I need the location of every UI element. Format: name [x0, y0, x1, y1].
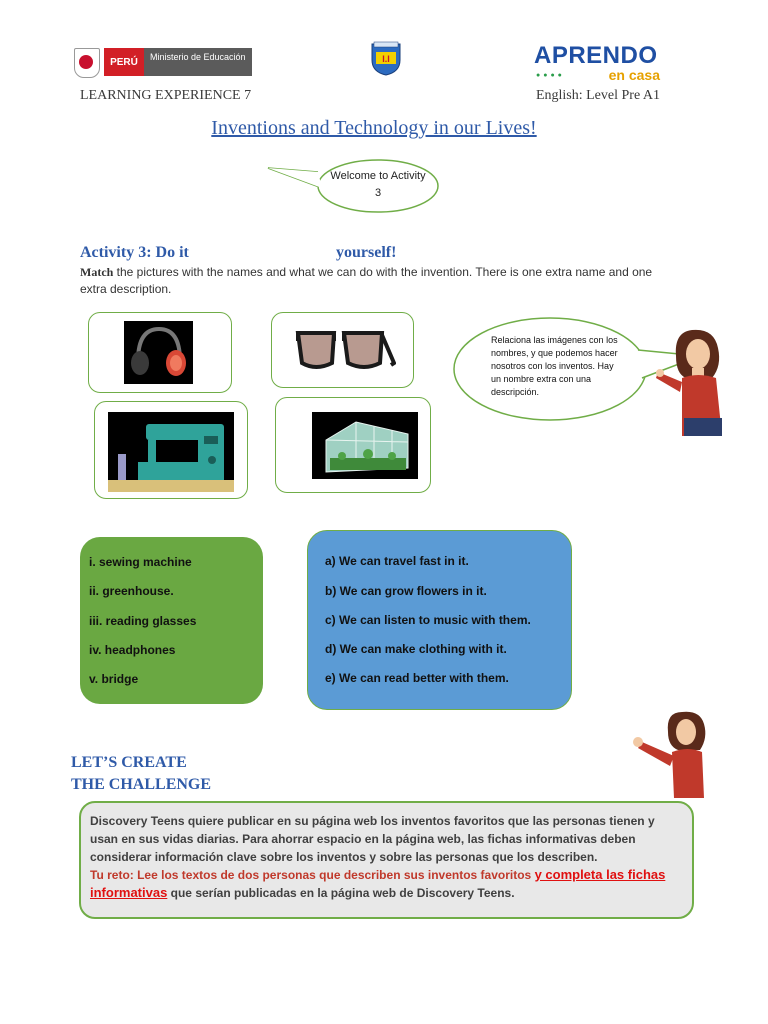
sewing-machine-icon: [108, 412, 234, 492]
description-item: d) We can make clothing with it.: [325, 642, 507, 656]
challenge-box: [79, 801, 694, 919]
activity-title-part2: yourself!: [336, 244, 397, 261]
page-title: Inventions and Technology in our Lives!: [211, 117, 537, 139]
level-label: English: Level Pre A1: [535, 88, 660, 103]
reto-highlight: y completa las fichas informativas: [90, 867, 666, 900]
learning-experience-label: LEARNING EXPERIENCE 7: [80, 88, 252, 103]
reto-suffix: que serían publicadas en la página web de Discovery Teens.: [167, 886, 515, 900]
description-item: e) We can read better with them.: [325, 671, 509, 685]
name-item: v. bridge: [89, 672, 139, 686]
description-item: b) We can grow flowers in it.: [325, 584, 487, 598]
headphones-icon: [124, 321, 193, 384]
picture-box-headphones: [88, 312, 232, 393]
peru-coat-of-arms-icon: [74, 48, 100, 78]
activity-title-part1: Activity 3: Do it: [80, 244, 189, 261]
welcome-bubble-text: [318, 168, 438, 202]
description-item: a) We can travel fast in it.: [325, 554, 469, 568]
ministry-label: Ministerio de Educación: [144, 48, 252, 76]
reto-prefix: Tu reto: Lee los textos de dos personas que describen sus inventos favoritos: [90, 868, 535, 882]
name-item: iii. reading glasses: [89, 614, 197, 628]
description-item: c) We can listen to music with them.: [325, 613, 531, 627]
school-crest-icon: [368, 40, 404, 76]
picture-box-sunglasses: [271, 312, 414, 388]
aprendo-dots-icon: ●●●●: [536, 72, 565, 79]
activity-instructions: [80, 264, 680, 298]
challenge-title-line1: LET’S CREATE: [71, 754, 187, 771]
aprendo-subtitle: en casa: [608, 67, 660, 83]
challenge-paragraph: Discovery Teens quiere publicar en su página web los inventos favoritos que las personas tienen y usan en sus vidas diarias. Para ahorrar espacio en la página web, las fichas informativas deben considerar información clave sobre los inventos y sobre las personas que los describen.: [90, 814, 655, 864]
challenge-title-line2: THE CHALLENGE: [71, 776, 212, 793]
challenge-title: [71, 752, 211, 796]
name-item: ii. greenhouse.: [89, 584, 174, 598]
teacher-pointing-illustration: [628, 708, 714, 800]
svg-text:I.I: I.I: [382, 54, 390, 64]
aprendo-en-casa-logo: [534, 42, 664, 83]
spanish-bubble-text: Relaciona las imágenes con los nombres, y que podemos hacer nosotros con los inventos. Hay un nombre extra con una descripción.: [491, 335, 618, 397]
sunglasses-icon: [294, 319, 396, 381]
picture-box-sewing-machine: [94, 401, 248, 499]
teacher-illustration: [656, 326, 738, 442]
picture-box-greenhouse: [275, 397, 431, 493]
challenge-text: [90, 812, 680, 902]
peru-label: PERÚ: [104, 48, 144, 76]
names-list-box: [80, 537, 263, 704]
instructions-text: the pictures with the names and what we can do with the invention. There is one extra name and one extra description.: [80, 265, 653, 296]
descriptions-list-box: [307, 530, 572, 710]
name-item: iv. headphones: [89, 643, 176, 657]
aprendo-title: APRENDO: [534, 42, 658, 69]
welcome-line-2: 3: [374, 187, 382, 199]
instructions-bold: Match: [80, 265, 114, 279]
welcome-line-1: Welcome to Activity: [330, 170, 426, 182]
challenge-reto: [90, 866, 680, 902]
name-item: i. sewing machine: [89, 555, 192, 569]
greenhouse-icon: [312, 412, 418, 479]
